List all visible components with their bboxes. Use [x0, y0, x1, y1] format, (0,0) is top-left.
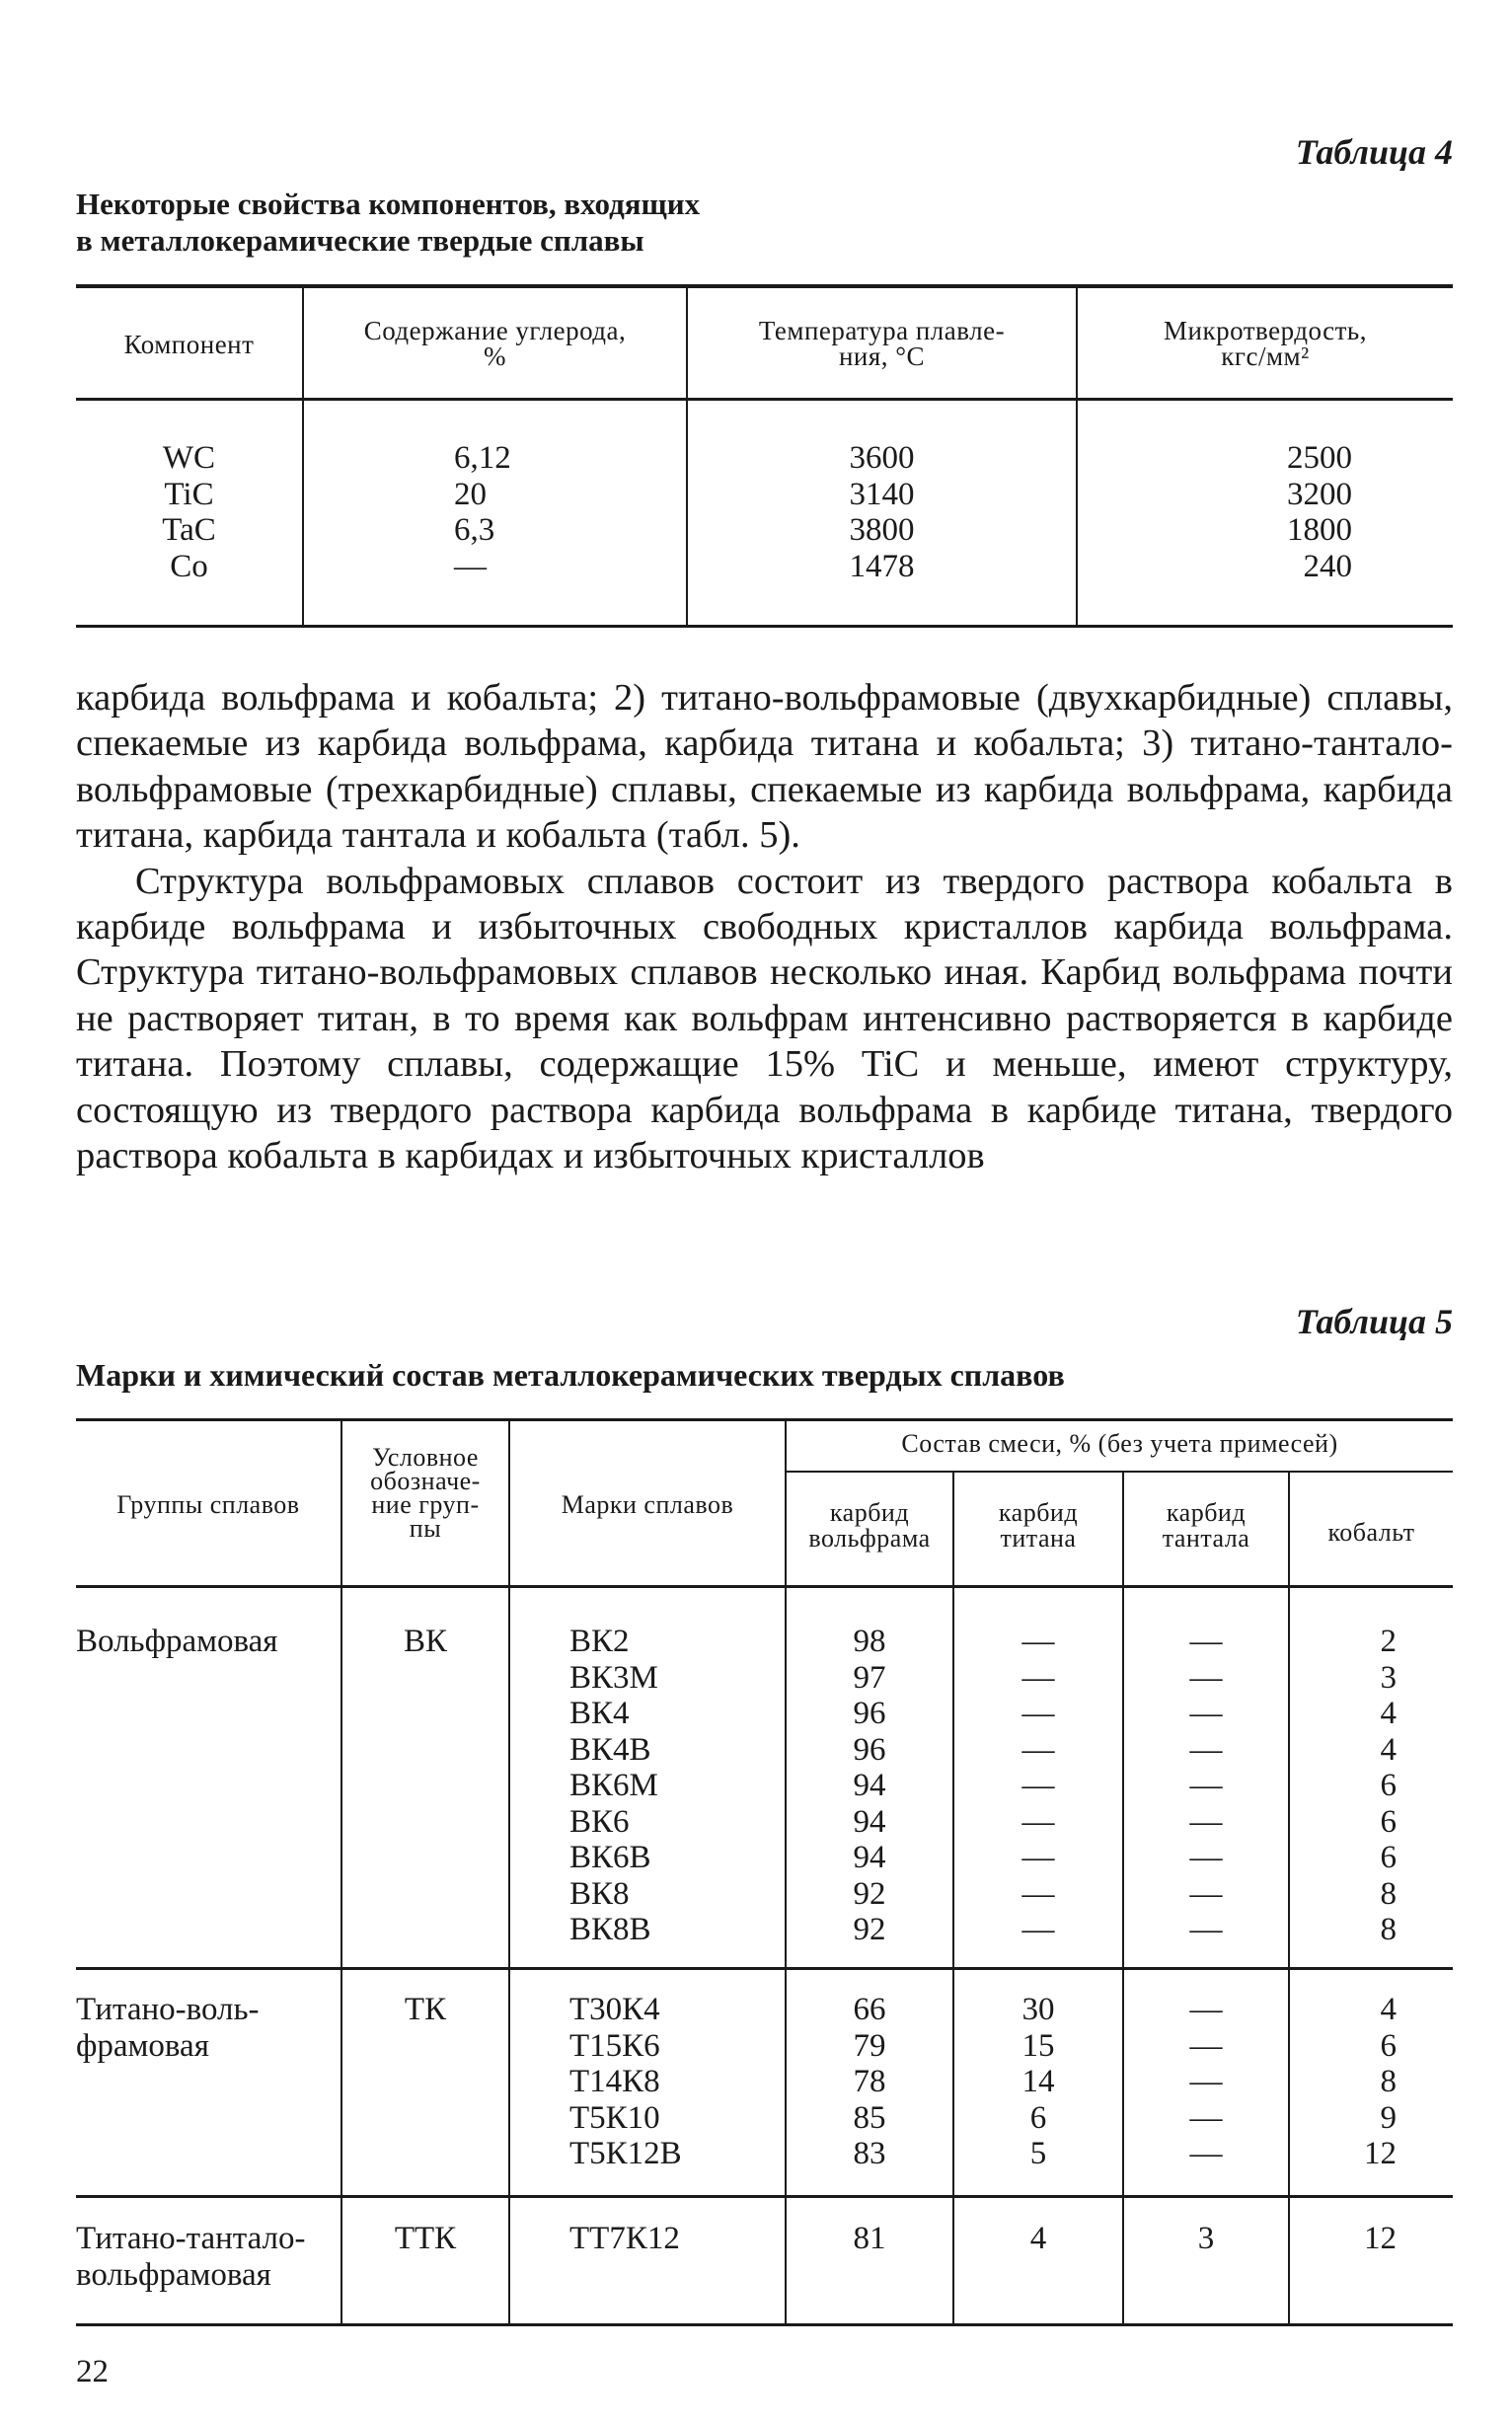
table4-header-carbon-line2: %: [484, 341, 506, 371]
table4-header-carbon-line1: Содержание углерода,: [363, 316, 627, 345]
table5-header-wc-line1: карбид: [829, 1498, 910, 1527]
table5-group1-co: 2 3 4 4 6 6 6 8 8: [1380, 1624, 1397, 1947]
table5-group1-tac: — — — — — — — — —: [1189, 1624, 1223, 1947]
table5-group3-tic: 4: [1029, 2221, 1047, 2256]
table5-top-rule: [76, 1418, 1453, 1421]
table5-group2-code: ТК: [404, 1992, 447, 2027]
table5-header-wc-line2: вольфрама: [808, 1524, 931, 1553]
table4-top-rule: [76, 284, 1453, 288]
table4-title-line2: в металлокерамические твердые сплавы: [76, 223, 644, 258]
table5-col-divider-2: [508, 1421, 510, 2323]
table5-group2-tac: — — — — —: [1189, 1992, 1223, 2171]
table5-group3-tac: 3: [1197, 2221, 1215, 2256]
table4-carbon-column: 6,12 20 6,3 —: [454, 440, 511, 584]
table5-group-rule-2: [76, 2195, 1453, 2198]
table4-title: [76, 186, 700, 259]
table4-header-melting-line1: Температура плавле-: [758, 316, 1006, 345]
table4-header-component: Компонент: [123, 330, 255, 359]
table4-bottom-rule: [76, 625, 1453, 628]
table5-header-rule: [76, 1585, 1453, 1588]
table5-header-designation-line1: Условное: [372, 1443, 479, 1472]
table5-col-divider-1: [340, 1421, 342, 2323]
table5-group3-code: ТТК: [394, 2221, 457, 2256]
table5-group-rule-1: [76, 1967, 1453, 1970]
table5-group3-grades: ТТ7К12: [569, 2221, 680, 2256]
table4-microhardness-column: 2500 3200 1800 240: [1287, 440, 1352, 584]
table5-title: Марки и химический состав металлокерамических твердых сплавов: [76, 1357, 1065, 1393]
table5-header-designation-line4: пы: [409, 1514, 442, 1543]
table4-melting-column: 3600 3140 3800 1478: [849, 440, 915, 584]
table4-header-micro-line1: Микротвердость,: [1164, 316, 1367, 345]
paragraph-1: карбида вольфрама и кобальта; 2) титано-вольфрамовые (двухкарбидные) сплавы, спекаемые из карбида вольфрама, карбида титана и кобальта; 3) титано-тантало-вольфрамовые (трехкарбидные) сплавы, спекаемые из карбида вольфрама, карбида титана, карбида тантала и кобальта (табл. 5).: [76, 677, 1453, 857]
table5-group1-code: ВК: [403, 1624, 448, 1659]
table4-header-melting-line2: ния, °С: [838, 341, 926, 371]
table5-group1-wc: 98 97 96 96 94 94 94 92 92: [853, 1624, 886, 1947]
table4-header-microhardness: [1078, 318, 1453, 369]
table5-header-tac: [1124, 1500, 1288, 1552]
paragraph-2: Структура вольфрамовых сплавов состоит из твердого раствора кобальта в карбиде вольфрама и избыточных свободных кристаллов карбида вольфрама. Структура титано-вольфрамовых сплавов несколько иная. Карбид вольфрама почти не растворяет титан, в то время как вольфрам интенсивно растворяется в карбиде титана. Поэтому сплавы, содержащие 15% TiC и меньше, имеют структуру, состоящую из твердого раствора карбида вольфрама в карбиде титана, твердого раствора кобальта в карбидах и избыточных кристаллов: [76, 860, 1453, 1177]
table5-group1-tic: — — — — — — — — —: [1021, 1624, 1055, 1947]
table5-header-co: кобальт: [1327, 1518, 1415, 1547]
table5-header-designation-line2: обозначе-: [370, 1467, 481, 1495]
table5-group2-grades: Т30К4 Т15К6 Т14К8 Т5К10 Т5К12В: [569, 1992, 682, 2171]
table5-header-grades: Марки сплавов: [561, 1490, 734, 1519]
table5-group2-name: Титано-воль- фрамовая: [76, 1992, 260, 2064]
table5-header-wc: [787, 1500, 952, 1552]
table5-header-tac-line1: карбид: [1166, 1498, 1247, 1527]
table5-header-groups: Группы сплавов: [116, 1490, 300, 1519]
table4-title-line1: Некоторые свойства компонентов, входящих: [76, 187, 701, 221]
body-text: [76, 675, 1453, 1178]
table4-caption: Таблица 4: [1295, 132, 1453, 172]
table5-group3-wc: 81: [853, 2221, 886, 2256]
table4-header-carbon: [304, 318, 686, 369]
table5-group3-name: Титано-тантало- вольфрамовая: [76, 2221, 306, 2293]
table5-group1-grades: ВК2 ВК3М ВК4 ВК4В ВК6М ВК6 ВК6В ВК8 ВК8В: [569, 1624, 658, 1947]
table5-header-tac-line2: тантала: [1162, 1524, 1250, 1553]
table5-bottom-rule: [76, 2323, 1453, 2326]
table5-header-designation-line3: ние груп-: [371, 1490, 480, 1519]
table4-header-micro-line2: кгс/мм²: [1221, 341, 1310, 371]
table5-group2-wc: 66 79 78 85 83: [853, 1992, 886, 2171]
table5-group3-co: 12: [1364, 2221, 1397, 2256]
table5-header-designation: [342, 1443, 508, 1543]
page-number: 22: [76, 2354, 109, 2389]
table5-header-composition: Состав смеси, % (без учета примесей): [901, 1429, 1338, 1458]
table5-caption: Таблица 5: [1295, 1302, 1453, 1341]
table5-header-tic-line1: карбид: [998, 1498, 1079, 1527]
table5-group2-co: 4 6 8 9 12: [1364, 1992, 1397, 2171]
table4-header-melting: [688, 318, 1076, 369]
table5-composition-rule: [785, 1471, 1453, 1473]
table5-header-tic: [954, 1500, 1122, 1552]
table4-header-rule: [76, 398, 1453, 401]
table5-header-tic-line2: титана: [1000, 1524, 1077, 1553]
table4-components-column: WC TiC TaC Co: [162, 440, 216, 584]
table5-group2-tic: 30 15 14 6 5: [1021, 1992, 1055, 2171]
table5-group1-name: Вольфрамовая: [76, 1624, 278, 1659]
